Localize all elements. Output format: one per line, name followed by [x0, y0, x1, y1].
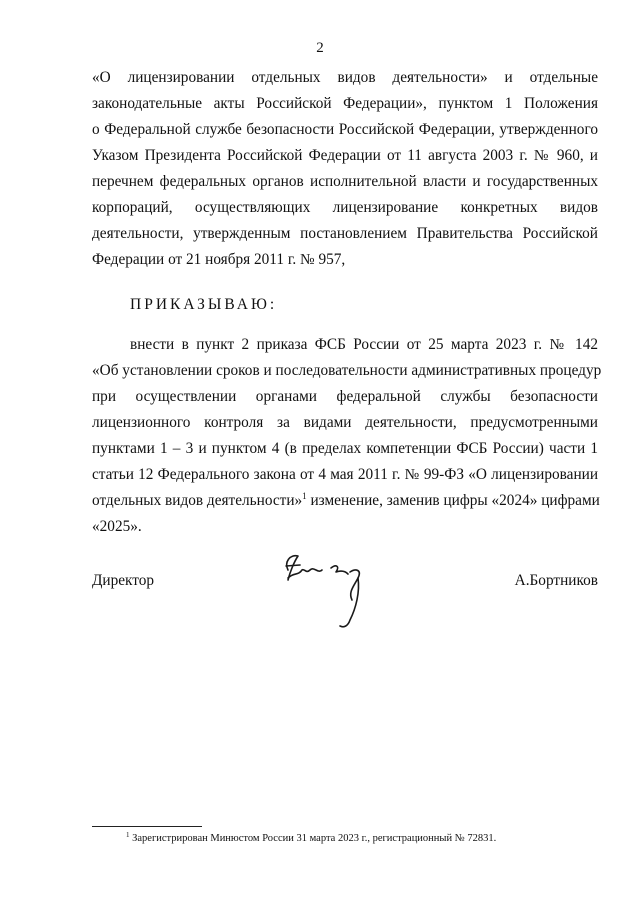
preamble-line: законодательные акты Российской Федерации», пунктом 1 Положения: [92, 95, 598, 112]
signature-icon: [276, 548, 376, 638]
preamble-line: «О лицензировании отдельных видов деятельности» и отдельные: [92, 69, 598, 86]
order-line: «Об установлении сроков и последовательности административных процедур: [92, 362, 602, 379]
order-line-text-after-ref: изменение, заменив цифры «2024» цифрами: [306, 492, 600, 509]
director-name: А.Бортников: [514, 572, 598, 589]
order-line-with-footnote-ref: [92, 489, 598, 513]
preamble-line: корпораций, осуществляющих лицензирование конкретных видов: [92, 199, 598, 216]
page-number: 2: [316, 40, 324, 56]
footnote-reference[interactable]: 1: [302, 491, 307, 501]
preamble-line: перечнем федеральных органов исполнительной власти и государственных: [92, 173, 598, 190]
order-line: статьи 12 Федерального закона от 4 мая 2011 г. № 99-ФЗ «О лицензировании: [92, 466, 598, 483]
order-line: лицензионного контроля за видами деятельности, предусмотренными: [92, 414, 598, 431]
footnote-divider: [92, 826, 202, 827]
footnote: [126, 832, 496, 846]
preamble-line: Указом Президента Российской Федерации от 11 августа 2003 г. № 960, и: [92, 147, 598, 164]
footnote-text: Зарегистрирован Минюстом России 31 марта 2023 г., регистрационный № 72831.: [129, 833, 497, 844]
order-line-text-before-ref: отдельных видов деятельности»: [92, 492, 303, 509]
director-title: Директор: [92, 572, 155, 589]
footnote-marker: 1: [126, 831, 130, 839]
preamble-line: Федерации от 21 ноября 2011 г. № 957,: [92, 251, 346, 268]
order-line: «2025».: [92, 518, 142, 535]
order-line: пунктами 1 – 3 и пунктом 4 (в пределах компетенции ФСБ России) части 1: [92, 440, 598, 457]
order-line: внести в пункт 2 приказа ФСБ России от 25 марта 2023 г. № 142: [130, 336, 598, 353]
handwritten-signature: [276, 548, 376, 643]
order-word: ПРИКАЗЫВАЮ:: [130, 296, 278, 313]
order-line: при осуществлении органами федеральной службы безопасности: [92, 388, 598, 405]
preamble-line: деятельности, утвержденным постановлением Правительства Российской: [92, 225, 598, 242]
preamble-line: о Федеральной службе безопасности Российской Федерации, утвержденного: [92, 121, 598, 138]
